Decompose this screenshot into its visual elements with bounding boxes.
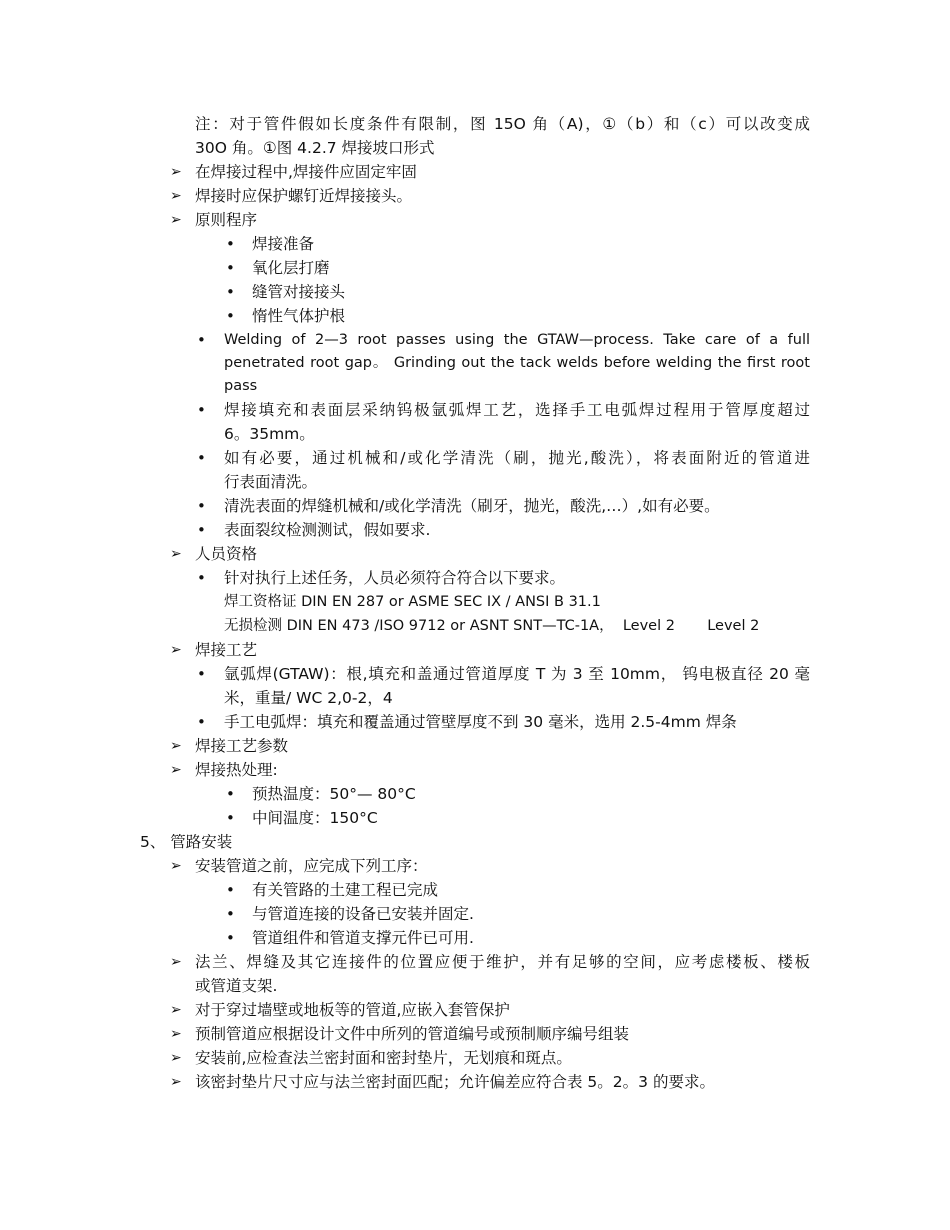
sleeve-text: 对于穿过墙壁或地板等的管道,应嵌入套管保护 bbox=[195, 1001, 510, 1019]
note-line-2: 30O 角。①图 4.2.7 焊接坡口形式 bbox=[195, 139, 435, 157]
flange-text-line-2: 或管道支架. bbox=[195, 977, 278, 995]
gasket-text: 该密封垫片尺寸应与法兰密封面匹配；允许偏差应符合表 5。2。3 的要求。 bbox=[195, 1073, 715, 1091]
arrow-bullet-icon: ➢ bbox=[170, 1026, 182, 1042]
arrow-bullet-icon: ➢ bbox=[170, 738, 182, 754]
bullet-icon: • bbox=[226, 307, 235, 325]
bullet-icon: • bbox=[197, 521, 206, 539]
arrow-bullet-icon: ➢ bbox=[170, 642, 182, 658]
bullet-icon: • bbox=[226, 809, 235, 827]
bullet-icon: • bbox=[197, 331, 206, 349]
arrow-bullet-icon: ➢ bbox=[170, 188, 182, 204]
section-params-title: 焊接工艺参数 bbox=[195, 737, 289, 755]
bullet-icon: • bbox=[226, 785, 235, 803]
preheat-temp: 预热温度：50°— 80°C bbox=[252, 785, 416, 803]
welding-text-line-3: pass bbox=[224, 378, 258, 394]
clean-text-line-2: 行表面清洗。 bbox=[224, 473, 318, 491]
before-install-title: 安装管道之前，应完成下列工序： bbox=[195, 857, 428, 875]
list-item-fixing: 在焊接过程中,焊接件应固定牢固 bbox=[195, 163, 417, 181]
crack-test-text: 表面裂纹检测测试，假如要求. bbox=[224, 521, 431, 539]
ndt-certificate: 无损检测 DIN EN 473 /ISO 9712 or ASNT SNT—TC-1A， Level 2 Level 2 bbox=[224, 618, 760, 634]
interpass-temp: 中间温度：150°C bbox=[252, 809, 378, 827]
note-line-1: 注：对于管件假如长度条件有限制，图 15O 角（A)，①（b）和（c）可以改变成 bbox=[195, 115, 810, 133]
prefab-text: 预制管道应根据设计文件中所列的管道编号或预制顺序编号组装 bbox=[195, 1025, 630, 1043]
step-item: 氧化层打磨 bbox=[252, 259, 330, 277]
arrow-bullet-icon: ➢ bbox=[170, 164, 182, 180]
arrow-bullet-icon: ➢ bbox=[170, 1002, 182, 1018]
arrow-bullet-icon: ➢ bbox=[170, 762, 182, 778]
bullet-icon: • bbox=[226, 235, 235, 253]
section-5-title: 5、 管路安装 bbox=[140, 833, 233, 851]
bullet-icon: • bbox=[226, 259, 235, 277]
before-install-item: 有关管路的土建工程已完成 bbox=[252, 881, 439, 899]
clean-text-line-1: 如有必要，通过机械和/或化学清洗（刷，抛光,酸洗），将表面附近的管道进 bbox=[224, 449, 810, 467]
clean2-text: 清洗表面的焊缝机械和/或化学清洗（刷牙，抛光，酸洗,…）,如有必要。 bbox=[224, 497, 720, 515]
arrow-bullet-icon: ➢ bbox=[170, 546, 182, 562]
bullet-icon: • bbox=[197, 713, 206, 731]
personnel-requirement: 针对执行上述任务，人员必须符合符合以下要求。 bbox=[224, 569, 566, 587]
smaw-text: 手工电弧焊：填充和覆盖通过管壁厚度不到 30 毫米，选用 2.5-4mm 焊条 bbox=[224, 713, 737, 731]
bullet-icon: • bbox=[226, 929, 235, 947]
section-principle-title: 原则程序 bbox=[195, 211, 258, 229]
arrow-bullet-icon: ➢ bbox=[170, 212, 182, 228]
fill-text-line-2: 6。35mm。 bbox=[224, 425, 315, 443]
step-item: 惰性气体护根 bbox=[252, 307, 346, 325]
section-heat-title: 焊接热处理: bbox=[195, 761, 278, 779]
bullet-icon: • bbox=[226, 881, 235, 899]
welding-text-line-1: Welding of 2—3 root passes using the GTAW—process. Take care of a full bbox=[224, 332, 810, 348]
list-item-protect-screws: 焊接时应保护螺钉近焊接接头。 bbox=[195, 187, 413, 205]
arrow-bullet-icon: ➢ bbox=[170, 1074, 182, 1090]
gtaw-text-line-1: 氩弧焊(GTAW)：根,填充和盖通过管道厚度 T 为 3 至 10mm， 钨电极直径 20 毫 bbox=[224, 665, 810, 683]
arrow-bullet-icon: ➢ bbox=[170, 954, 182, 970]
step-item: 焊接准备 bbox=[252, 235, 315, 253]
before-install-item: 管道组件和管道支撑元件已可用. bbox=[252, 929, 474, 947]
fill-text-line-1: 焊接填充和表面层采纳钨极氩弧焊工艺，选择手工电弧焊过程用于管厚度超过 bbox=[224, 401, 810, 419]
section-personnel-title: 人员资格 bbox=[195, 545, 258, 563]
bullet-icon: • bbox=[226, 905, 235, 923]
bullet-icon: • bbox=[226, 283, 235, 301]
bullet-icon: • bbox=[197, 497, 206, 515]
arrow-bullet-icon: ➢ bbox=[170, 858, 182, 874]
gtaw-text-line-2: 米，重量/ WC 2,0-2，4 bbox=[224, 689, 393, 707]
step-item: 缝管对接接头 bbox=[252, 283, 346, 301]
section-process-title: 焊接工艺 bbox=[195, 641, 258, 659]
welder-certificate: 焊工资格证 DIN EN 287 or ASME SEC IX / ANSI B 31.1 bbox=[224, 594, 601, 610]
inspect-text: 安装前,应检查法兰密封面和密封垫片，无划痕和斑点。 bbox=[195, 1049, 572, 1067]
bullet-icon: • bbox=[197, 401, 206, 419]
bullet-icon: • bbox=[197, 569, 206, 587]
flange-text-line-1: 法兰、焊缝及其它连接件的位置应便于维护，并有足够的空间，应考虑楼板、楼板 bbox=[195, 953, 810, 971]
bullet-icon: • bbox=[197, 665, 206, 683]
arrow-bullet-icon: ➢ bbox=[170, 1050, 182, 1066]
bullet-icon: • bbox=[197, 449, 206, 467]
welding-text-line-2: penetrated root gap。 Grinding out the tack welds before welding the first root bbox=[224, 355, 810, 371]
before-install-item: 与管道连接的设备已安装并固定. bbox=[252, 905, 474, 923]
